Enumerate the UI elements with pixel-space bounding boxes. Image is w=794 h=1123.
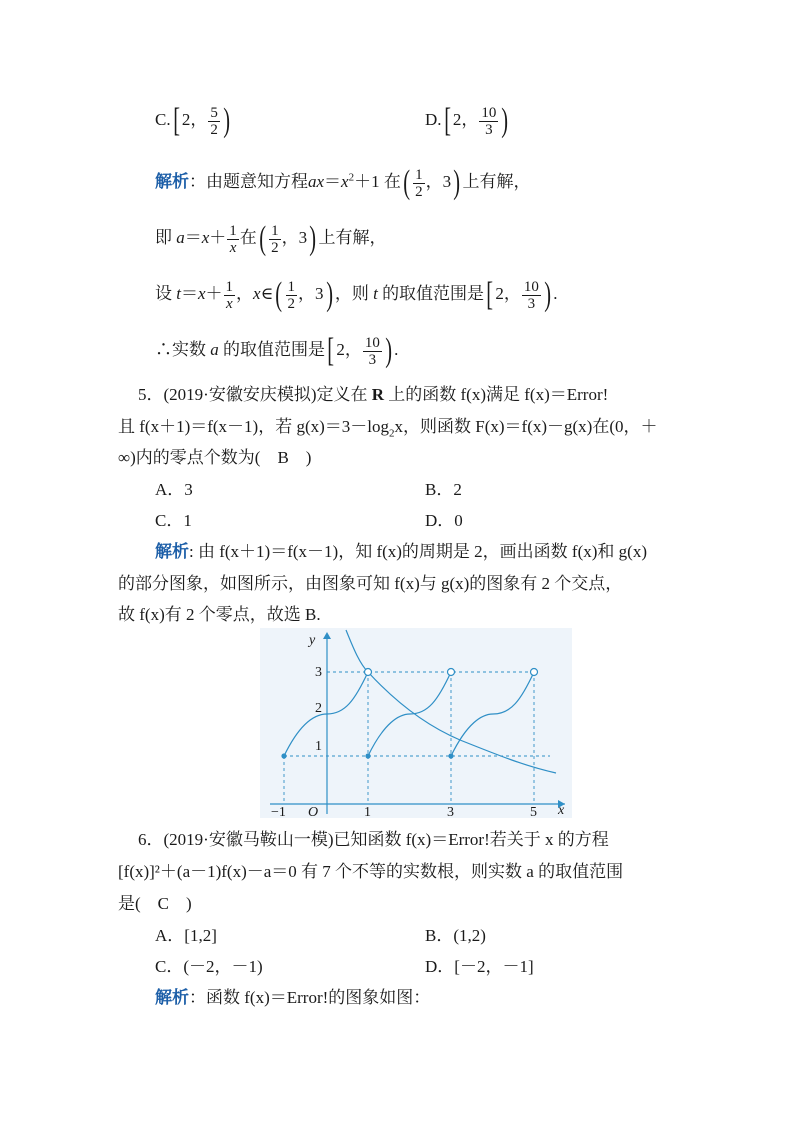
q5-option-c: C．1 bbox=[155, 511, 192, 530]
q5-analysis-line2: 的部分图象，如图所示，由图象可知 f(x)与 g(x)的图象有 2 个交点， bbox=[118, 574, 623, 593]
q6-stem-line3: 是( C ) bbox=[118, 894, 192, 913]
x-tick-neg1: −1 bbox=[271, 805, 286, 818]
y-tick-2: 2 bbox=[315, 701, 322, 716]
q4-option-c: C.[ 2， $\frac{5}{2}$ ) bbox=[155, 102, 230, 139]
function-graph bbox=[260, 628, 572, 818]
q6-option-b: B．(1,2) bbox=[425, 926, 486, 945]
origin-label: O bbox=[308, 805, 319, 818]
q4-option-d: D.[ 2， $\frac{10}{3}$ ) bbox=[425, 102, 509, 139]
open-point-1-3 bbox=[365, 669, 372, 676]
point-3-1 bbox=[448, 753, 453, 758]
q5-option-d: D．0 bbox=[425, 511, 463, 530]
q6-stem-line2: [f(x)]²＋(a－1)f(x)－a＝0 有 7 个不等的实数根，则实数 a 的取值范围 bbox=[118, 862, 624, 881]
q4-analysis-line2: 即 a＝x＋ $\frac{1}{x}$ 在( $\frac{1}{2}$ ，3) 上有解， bbox=[155, 220, 387, 257]
q6-option-d: D．[－2，－1] bbox=[425, 957, 534, 976]
open-point-5-3 bbox=[531, 669, 538, 676]
y-tick-1: 1 bbox=[315, 739, 322, 754]
point-1-1 bbox=[365, 753, 370, 758]
q5-stem-line1: 5．(2019·安徽安庆模拟)定义在 R 上的函数 f(x)满足 f(x)＝Error! bbox=[138, 385, 609, 404]
q4-analysis-line4: ∴实数 a 的取值范围是[ 2， $\frac{10}{3}$ ) . bbox=[155, 332, 399, 369]
x-axis-label: x bbox=[558, 803, 565, 818]
q5-option-b: B．2 bbox=[425, 480, 462, 499]
q6-option-a: A．[1,2] bbox=[155, 926, 217, 945]
q5-option-a: A．3 bbox=[155, 480, 193, 499]
q5-stem-line2: 且 f(x＋1)＝f(x－1)，若 $g(x)=3-\log_2x$，则函数 F(x)＝f(x)－g(x)在(0，＋ bbox=[118, 417, 658, 440]
y-axis-label: y bbox=[309, 633, 316, 648]
q6-option-c: C．(－2，－1) bbox=[155, 957, 263, 976]
x-tick-5: 5 bbox=[530, 805, 537, 818]
q5-stem-line3: ∞)内的零点个数为( B ) bbox=[118, 448, 312, 467]
q5-analysis-line3: 故 f(x)有 2 个零点，故选 B. bbox=[118, 605, 321, 624]
x-tick-3: 3 bbox=[447, 805, 454, 818]
point-neg1-1 bbox=[281, 753, 286, 758]
q6-stem-line1: 6．(2019·安徽马鞍山一模)已知函数 f(x)＝Error!若关于 x 的方程 bbox=[138, 830, 609, 849]
q6-analysis-line1: 解析：函数 f(x)＝Error!的图象如图： bbox=[155, 988, 431, 1007]
q4-analysis-line1: 解析：由题意知方程$ax=x^2+1$ 在( $\frac{1}{2}$ ，3) 上有解， bbox=[155, 164, 531, 201]
q5-analysis-line1: 解析: 由 f(x＋1)＝f(x－1)，知 f(x)的周期是 2，画出函数 f(x)和 g(x) bbox=[155, 542, 647, 561]
y-tick-3: 3 bbox=[315, 665, 322, 680]
q4-analysis-line3: 设 t＝x＋ $\frac{1}{x}$ ，x∈( $\frac{1}{2}$ ，3) ，则 t 的取值范围是[ 2， $\frac{10}{3}$ ) . bbox=[155, 276, 558, 313]
open-point-3-3 bbox=[448, 669, 455, 676]
x-tick-1: 1 bbox=[364, 805, 371, 818]
